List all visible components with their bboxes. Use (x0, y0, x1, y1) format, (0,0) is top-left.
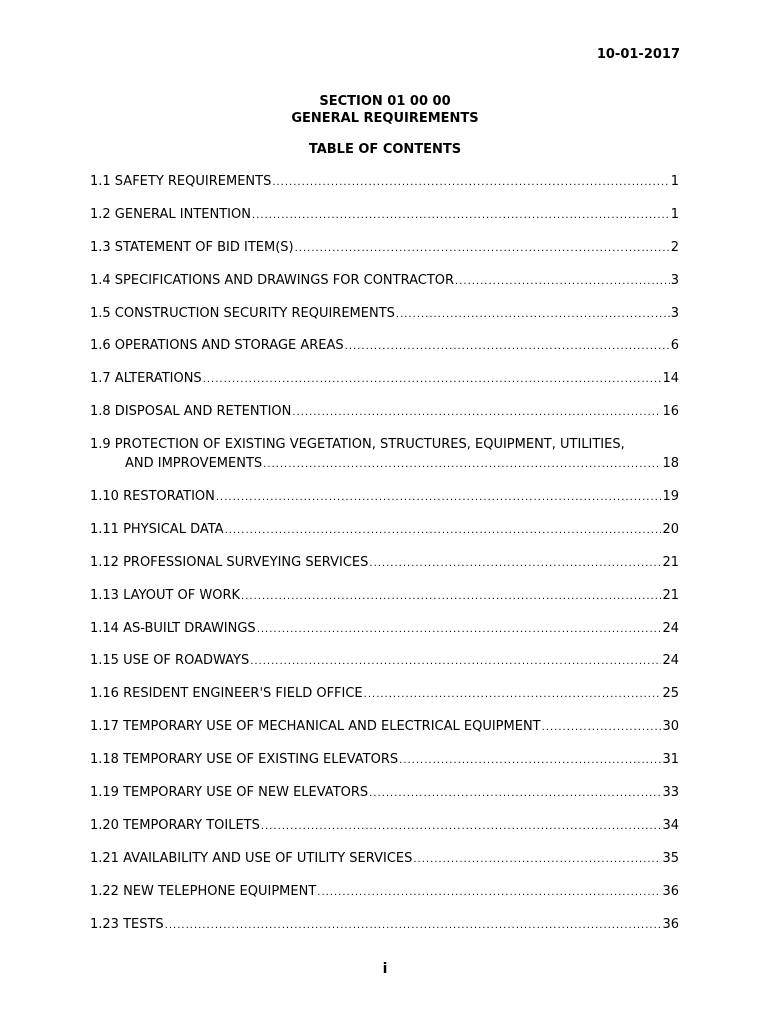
toc-entry-title: 1.21 AVAILABILITY AND USE OF UTILITY SERVICES (90, 850, 413, 866)
toc-entry-page: 2 (670, 239, 679, 255)
toc-dot-leader (225, 521, 662, 540)
toc-entry-page: 16 (662, 404, 679, 420)
toc-entry[interactable] (90, 783, 679, 803)
toc-dot-leader (399, 751, 661, 770)
toc-dot-leader (369, 554, 661, 573)
toc-entry-title: 1.13 LAYOUT OF WORK (90, 587, 241, 603)
toc-entry-title: 1.20 TEMPORARY TOILETS (90, 817, 260, 833)
toc-entry-page: 1 (670, 174, 679, 189)
toc-dot-leader (364, 685, 662, 704)
toc-entry[interactable] (90, 619, 679, 639)
toc-entry[interactable] (90, 915, 679, 935)
toc-entry-page: 36 (662, 916, 679, 932)
toc-entry-title: 1.8 DISPOSAL AND RETENTION (90, 404, 292, 420)
toc-entry-title: 1.3 STATEMENT OF BID ITEM(S) (90, 239, 294, 255)
toc-entry-title: 1.15 USE OF ROADWAYS (90, 653, 250, 669)
toc-entry[interactable] (90, 553, 679, 573)
toc-entry[interactable] (90, 717, 679, 737)
toc-dot-leader (369, 784, 661, 803)
toc-entry-title: 1.11 PHYSICAL DATA (90, 521, 224, 537)
toc-entry-page: 24 (662, 653, 679, 669)
toc-entry-page: 1 (670, 206, 679, 222)
toc-entry-page: 19 (662, 489, 679, 505)
toc-entry[interactable] (90, 336, 679, 356)
toc-entry-page: 6 (670, 338, 679, 354)
toc-dot-leader (292, 403, 661, 422)
toc-dot-leader (345, 337, 670, 356)
toc-entry[interactable] (90, 402, 679, 422)
toc-dot-leader (396, 305, 670, 324)
page-number: i (382, 961, 388, 977)
toc-entry[interactable] (90, 750, 679, 770)
toc-entry-page: 18 (662, 456, 679, 472)
document-date: 10-01-2017 (596, 47, 680, 62)
toc-dot-leader (261, 817, 662, 836)
toc-entry-page: 14 (662, 371, 679, 387)
toc-entry-title: 1.6 OPERATIONS AND STORAGE AREAS (90, 338, 344, 354)
toc-entry-title: 1.16 RESIDENT ENGINEER'S FIELD OFFICE (90, 686, 363, 702)
toc-entry-page: 21 (662, 554, 679, 570)
toc-entry[interactable] (90, 205, 679, 225)
section-title-block (0, 93, 770, 127)
toc-entry-title: 1.12 PROFESSIONAL SURVEYING SERVICES (90, 554, 369, 570)
toc-entry-title: 1.23 TESTS (90, 916, 164, 932)
toc-entry-title: 1.7 ALTERATIONS (90, 371, 202, 387)
toc-dot-leader (250, 652, 661, 671)
toc-entry-title: 1.18 TEMPORARY USE OF EXISTING ELEVATORS (90, 752, 399, 768)
toc-dot-leader (413, 850, 661, 869)
toc-entry-page: 30 (662, 719, 679, 735)
toc-entry-page: 34 (662, 817, 679, 833)
section-number: SECTION 01 00 00 (319, 94, 451, 109)
toc-entry[interactable] (90, 816, 679, 836)
toc-entry-page: 3 (670, 305, 679, 321)
toc-dot-leader (257, 620, 662, 639)
toc-entry[interactable] (90, 651, 679, 671)
toc-entry-title: AND IMPROVEMENTS (125, 456, 263, 472)
section-name: GENERAL REQUIREMENTS (291, 111, 479, 126)
toc-dot-leader (216, 488, 662, 507)
toc-entry[interactable] (90, 586, 679, 606)
toc-dot-leader (165, 916, 662, 935)
toc-entry-page: 24 (662, 620, 679, 636)
toc-entry-page: 35 (662, 850, 679, 866)
toc-dot-leader (203, 370, 662, 389)
toc-entry[interactable] (90, 172, 679, 192)
toc-dot-leader (241, 587, 661, 606)
table-of-contents (90, 172, 679, 947)
toc-dot-leader (295, 239, 670, 258)
toc-dot-leader (252, 206, 670, 225)
toc-entry-page: 33 (662, 785, 679, 801)
toc-entry[interactable] (90, 882, 679, 902)
toc-entry[interactable] (90, 520, 679, 540)
toc-entry-page: 25 (662, 686, 679, 702)
toc-entry-title: 1.14 AS-BUILT DRAWINGS (90, 620, 256, 636)
toc-dot-leader (542, 718, 662, 737)
toc-entry-title: 1.2 GENERAL INTENTION (90, 206, 251, 222)
toc-entry[interactable] (90, 849, 679, 869)
toc-entry[interactable] (90, 487, 679, 507)
toc-entry[interactable] (90, 238, 679, 258)
toc-entry-title-first-line: 1.9 PROTECTION OF EXISTING VEGETATION, STRUCTURES, EQUIPMENT, UTILITIES, (90, 437, 625, 453)
toc-dot-leader (263, 455, 661, 474)
toc-entry[interactable] (90, 304, 679, 324)
toc-entry-title: 1.4 SPECIFICATIONS AND DRAWINGS FOR CONTRACTOR (90, 272, 455, 288)
toc-entry-title: 1.1 SAFETY REQUIREMENTS (90, 174, 272, 189)
toc-entry[interactable] (90, 271, 679, 291)
toc-dot-leader (317, 883, 661, 902)
toc-entry-page: 31 (662, 752, 679, 768)
toc-entry-title: 1.19 TEMPORARY USE OF NEW ELEVATORS (90, 785, 369, 801)
toc-entry[interactable] (90, 684, 679, 704)
toc-entry[interactable] (90, 435, 679, 474)
toc-entry-title: 1.5 CONSTRUCTION SECURITY REQUIREMENTS (90, 305, 395, 321)
toc-entry[interactable] (90, 369, 679, 389)
toc-entry-page: 21 (662, 587, 679, 603)
toc-entry-page: 20 (662, 521, 679, 537)
toc-dot-leader (272, 173, 669, 192)
toc-entry-page: 36 (662, 883, 679, 899)
toc-heading: TABLE OF CONTENTS (308, 142, 462, 157)
toc-entry-title: 1.17 TEMPORARY USE OF MECHANICAL AND ELECTRICAL EQUIPMENT (90, 719, 541, 735)
toc-entry-title: 1.10 RESTORATION (90, 489, 215, 505)
toc-entry-page: 3 (670, 272, 679, 288)
toc-entry-title: 1.22 NEW TELEPHONE EQUIPMENT (90, 883, 317, 899)
toc-dot-leader (455, 272, 670, 291)
